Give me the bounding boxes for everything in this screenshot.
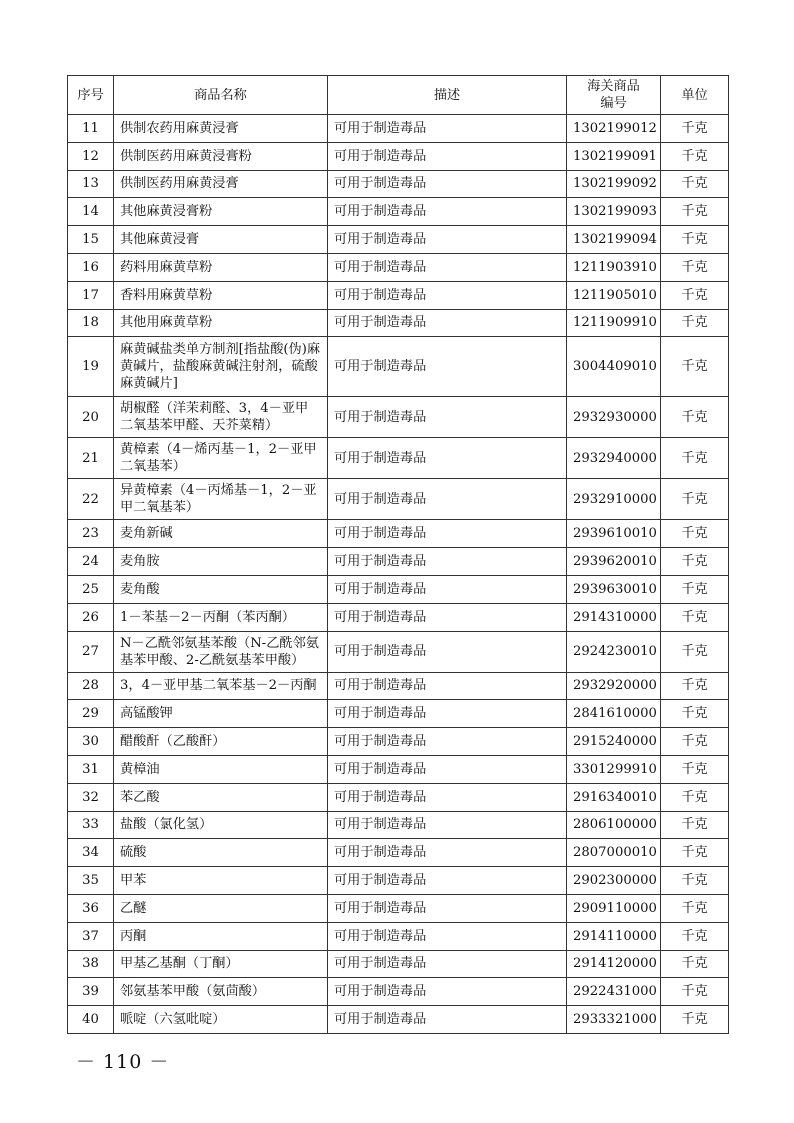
cell-desc: 可用于制造毒品: [328, 438, 567, 479]
cell-name: 苯乙酸: [114, 783, 328, 811]
cell-code: 2939620010: [567, 548, 661, 576]
cell-desc: 可用于制造毒品: [328, 115, 567, 143]
header-no: 序号: [68, 76, 114, 115]
cell-name: 供制医药用麻黄浸膏: [114, 170, 328, 198]
cell-code: 2933321000: [567, 1006, 661, 1034]
cell-name: 黄樟油: [114, 755, 328, 783]
cell-no: 18: [68, 309, 114, 337]
cell-desc: 可用于制造毒品: [328, 309, 567, 337]
cell-no: 36: [68, 894, 114, 922]
cell-code: 2914310000: [567, 603, 661, 631]
cell-code: 2807000010: [567, 839, 661, 867]
cell-name: 高锰酸钾: [114, 700, 328, 728]
cell-desc: 可用于制造毒品: [328, 728, 567, 756]
cell-code: 2806100000: [567, 811, 661, 839]
table-row: [68, 142, 729, 170]
cell-code: 2916340010: [567, 783, 661, 811]
cell-no: 22: [68, 479, 114, 520]
cell-unit: 千克: [661, 115, 729, 143]
cell-code: 3004409010: [567, 337, 661, 397]
cell-unit: 千克: [661, 631, 729, 672]
cell-no: 27: [68, 631, 114, 672]
cell-desc: 可用于制造毒品: [328, 1006, 567, 1034]
goods-table: [67, 75, 729, 1034]
cell-code: 2932940000: [567, 438, 661, 479]
cell-desc: 可用于制造毒品: [328, 631, 567, 672]
cell-no: 31: [68, 755, 114, 783]
table-row: [68, 337, 729, 397]
cell-no: 39: [68, 978, 114, 1006]
cell-name: 香料用麻黄草粉: [114, 281, 328, 309]
cell-name: 麦角新碱: [114, 520, 328, 548]
cell-no: 14: [68, 198, 114, 226]
table-row: [68, 755, 729, 783]
cell-unit: 千克: [661, 548, 729, 576]
cell-unit: 千克: [661, 575, 729, 603]
cell-desc: 可用于制造毒品: [328, 672, 567, 700]
table-row: [68, 894, 729, 922]
cell-unit: 千克: [661, 198, 729, 226]
table-row: [68, 672, 729, 700]
cell-unit: 千克: [661, 438, 729, 479]
header-desc: 描述: [328, 76, 567, 115]
cell-desc: 可用于制造毒品: [328, 603, 567, 631]
cell-name: 黄樟素（4－烯丙基－1，2－亚甲二氧基苯）: [114, 438, 328, 479]
cell-no: 29: [68, 700, 114, 728]
cell-no: 24: [68, 548, 114, 576]
cell-unit: 千克: [661, 978, 729, 1006]
cell-name: 硫酸: [114, 839, 328, 867]
cell-code: 2841610000: [567, 700, 661, 728]
cell-no: 40: [68, 1006, 114, 1034]
cell-desc: 可用于制造毒品: [328, 575, 567, 603]
table-row: [68, 198, 729, 226]
cell-desc: 可用于制造毒品: [328, 170, 567, 198]
cell-code: 2915240000: [567, 728, 661, 756]
cell-desc: 可用于制造毒品: [328, 867, 567, 895]
cell-code: 1302199092: [567, 170, 661, 198]
table-row: [68, 115, 729, 143]
cell-desc: 可用于制造毒品: [328, 811, 567, 839]
table-row: [68, 811, 729, 839]
cell-code: 1211909910: [567, 309, 661, 337]
cell-code: 2922431000: [567, 978, 661, 1006]
cell-code: 2902300000: [567, 867, 661, 895]
cell-desc: 可用于制造毒品: [328, 397, 567, 438]
cell-no: 33: [68, 811, 114, 839]
cell-unit: 千克: [661, 397, 729, 438]
header-name: 商品名称: [114, 76, 328, 115]
cell-desc: 可用于制造毒品: [328, 142, 567, 170]
table-row: [68, 700, 729, 728]
cell-name: 甲基乙基酮（丁酮）: [114, 950, 328, 978]
cell-no: 11: [68, 115, 114, 143]
table-row: [68, 978, 729, 1006]
cell-desc: 可用于制造毒品: [328, 839, 567, 867]
cell-code: 2932910000: [567, 479, 661, 520]
cell-unit: 千克: [661, 867, 729, 895]
cell-no: 30: [68, 728, 114, 756]
cell-no: 26: [68, 603, 114, 631]
cell-no: 23: [68, 520, 114, 548]
table-row: [68, 170, 729, 198]
cell-no: 12: [68, 142, 114, 170]
cell-desc: 可用于制造毒品: [328, 337, 567, 397]
cell-desc: 可用于制造毒品: [328, 479, 567, 520]
cell-name: 哌啶（六氢吡啶）: [114, 1006, 328, 1034]
table-row: [68, 520, 729, 548]
cell-unit: 千克: [661, 309, 729, 337]
cell-name: 异黄樟素（4－丙烯基－1，2－亚甲二氧基苯）: [114, 479, 328, 520]
cell-unit: 千克: [661, 839, 729, 867]
cell-no: 13: [68, 170, 114, 198]
cell-name: 供制医药用麻黄浸膏粉: [114, 142, 328, 170]
table-row: [68, 309, 729, 337]
page-number: － 110 －: [76, 1051, 170, 1073]
cell-name: 供制农药用麻黄浸膏: [114, 115, 328, 143]
cell-desc: 可用于制造毒品: [328, 253, 567, 281]
cell-unit: 千克: [661, 950, 729, 978]
cell-desc: 可用于制造毒品: [328, 755, 567, 783]
cell-name: 醋酸酐（乙酸酐）: [114, 728, 328, 756]
cell-code: 2924230010: [567, 631, 661, 672]
cell-desc: 可用于制造毒品: [328, 281, 567, 309]
cell-desc: 可用于制造毒品: [328, 950, 567, 978]
cell-code: 2932930000: [567, 397, 661, 438]
table-row: [68, 479, 729, 520]
cell-desc: 可用于制造毒品: [328, 783, 567, 811]
table-row: [68, 1006, 729, 1034]
table-row: [68, 631, 729, 672]
cell-code: 1302199012: [567, 115, 661, 143]
cell-code: 2939630010: [567, 575, 661, 603]
cell-name: N－乙酰邻氨基苯酸（N-乙酰邻氨基苯甲酸、2-乙酰氨基苯甲酸）: [114, 631, 328, 672]
cell-no: 28: [68, 672, 114, 700]
cell-no: 16: [68, 253, 114, 281]
cell-name: 邻氨基苯甲酸（氨茴酸）: [114, 978, 328, 1006]
cell-name: 乙醚: [114, 894, 328, 922]
cell-code: 1302199091: [567, 142, 661, 170]
cell-code: 3301299910: [567, 755, 661, 783]
table-row: [68, 397, 729, 438]
cell-name: 丙酮: [114, 922, 328, 950]
table-row: [68, 438, 729, 479]
cell-unit: 千克: [661, 783, 729, 811]
cell-code: 1211903910: [567, 253, 661, 281]
cell-name: 麦角酸: [114, 575, 328, 603]
header-unit: 单位: [661, 76, 729, 115]
cell-name: 药料用麻黄草粉: [114, 253, 328, 281]
cell-name: 甲苯: [114, 867, 328, 895]
table-row: [68, 548, 729, 576]
cell-no: 21: [68, 438, 114, 479]
cell-unit: 千克: [661, 728, 729, 756]
table-row: [68, 867, 729, 895]
cell-no: 34: [68, 839, 114, 867]
cell-name: 1－苯基－2－丙酮（苯丙酮）: [114, 603, 328, 631]
table-row: [68, 922, 729, 950]
cell-unit: 千克: [661, 672, 729, 700]
cell-unit: 千克: [661, 142, 729, 170]
cell-code: 2932920000: [567, 672, 661, 700]
cell-unit: 千克: [661, 700, 729, 728]
cell-code: 2914110000: [567, 922, 661, 950]
cell-code: 2909110000: [567, 894, 661, 922]
table-body: [68, 115, 729, 1034]
cell-unit: 千克: [661, 253, 729, 281]
cell-code: 1302199093: [567, 198, 661, 226]
table-row: [68, 281, 729, 309]
cell-desc: 可用于制造毒品: [328, 894, 567, 922]
cell-desc: 可用于制造毒品: [328, 198, 567, 226]
cell-desc: 可用于制造毒品: [328, 922, 567, 950]
table-row: [68, 950, 729, 978]
cell-code: 1302199094: [567, 226, 661, 254]
header-code: 海关商品编号: [567, 76, 661, 115]
cell-desc: 可用于制造毒品: [328, 226, 567, 254]
cell-no: 25: [68, 575, 114, 603]
table-row: [68, 603, 729, 631]
cell-no: 37: [68, 922, 114, 950]
cell-desc: 可用于制造毒品: [328, 548, 567, 576]
cell-code: 2939610010: [567, 520, 661, 548]
cell-no: 20: [68, 397, 114, 438]
cell-name: 其他用麻黄草粉: [114, 309, 328, 337]
cell-name: 盐酸（氯化氢）: [114, 811, 328, 839]
cell-code: 2914120000: [567, 950, 661, 978]
cell-unit: 千克: [661, 1006, 729, 1034]
cell-desc: 可用于制造毒品: [328, 520, 567, 548]
table-header-row: [68, 76, 729, 115]
table-row: [68, 728, 729, 756]
cell-unit: 千克: [661, 520, 729, 548]
cell-unit: 千克: [661, 479, 729, 520]
cell-name: 麦角胺: [114, 548, 328, 576]
cell-unit: 千克: [661, 811, 729, 839]
table-row: [68, 575, 729, 603]
cell-no: 19: [68, 337, 114, 397]
cell-unit: 千克: [661, 281, 729, 309]
cell-unit: 千克: [661, 170, 729, 198]
cell-no: 17: [68, 281, 114, 309]
cell-unit: 千克: [661, 603, 729, 631]
cell-unit: 千克: [661, 894, 729, 922]
cell-unit: 千克: [661, 922, 729, 950]
cell-code: 1211905010: [567, 281, 661, 309]
cell-unit: 千克: [661, 337, 729, 397]
cell-no: 35: [68, 867, 114, 895]
cell-no: 32: [68, 783, 114, 811]
table-row: [68, 839, 729, 867]
table-row: [68, 253, 729, 281]
cell-name: 麻黄碱盐类单方制剂[指盐酸(伪)麻黄碱片，盐酸麻黄碱注射剂，硫酸麻黄碱片]: [114, 337, 328, 397]
cell-no: 38: [68, 950, 114, 978]
table-row: [68, 783, 729, 811]
cell-name: 胡椒醛（洋茉莉醛、3，4－亚甲二氧基苯甲醛、天芥菜精）: [114, 397, 328, 438]
cell-name: 3，4－亚甲基二氧苯基－2－丙酮: [114, 672, 328, 700]
cell-unit: 千克: [661, 755, 729, 783]
cell-unit: 千克: [661, 226, 729, 254]
cell-name: 其他麻黄浸膏: [114, 226, 328, 254]
cell-desc: 可用于制造毒品: [328, 700, 567, 728]
cell-name: 其他麻黄浸膏粉: [114, 198, 328, 226]
cell-no: 15: [68, 226, 114, 254]
table-row: [68, 226, 729, 254]
cell-desc: 可用于制造毒品: [328, 978, 567, 1006]
